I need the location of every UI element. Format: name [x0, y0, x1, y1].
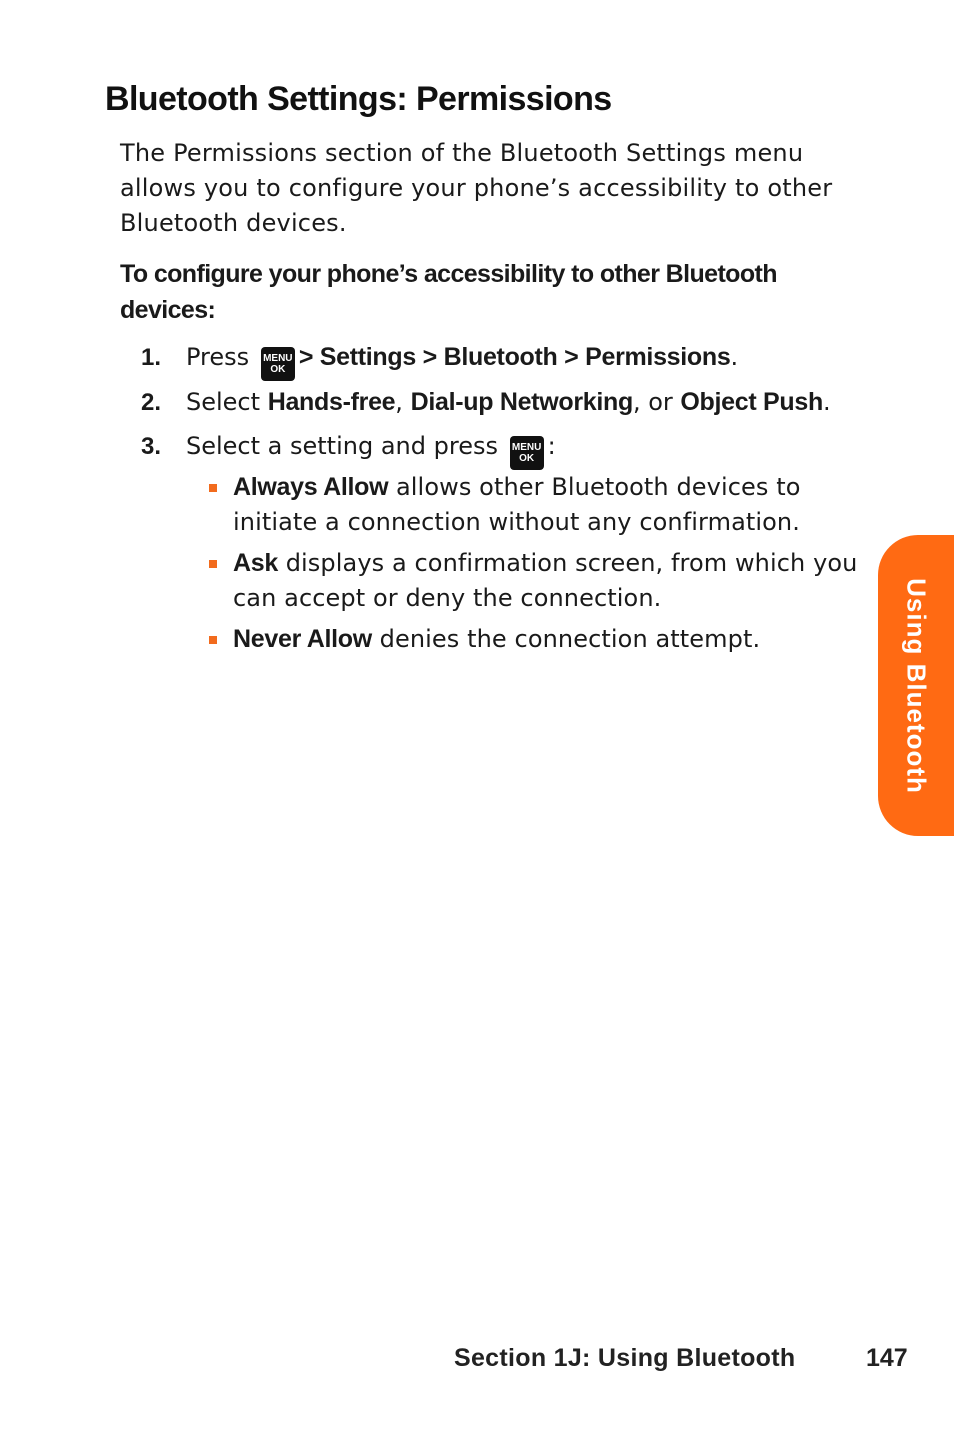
bullet-never-allow	[233, 622, 868, 657]
menu-ok-key-icon: MENU OK	[510, 436, 544, 470]
menu-ok-key-icon: MENU OK	[261, 347, 295, 381]
bullet-term: Never Allow	[233, 625, 372, 653]
footer-section-title: Section 1J: Using Bluetooth	[454, 1344, 796, 1372]
side-tab-label: Using Bluetooth	[901, 577, 932, 794]
step-text: Select	[186, 388, 261, 416]
step-number: 3.	[141, 433, 162, 460]
square-bullet-icon	[209, 560, 217, 568]
step-punctuation: :	[547, 432, 556, 460]
menu-path: > Settings > Bluetooth > Permissions	[298, 343, 731, 371]
option-object-push: Object Push	[680, 388, 823, 416]
bullet-term: Always Allow	[233, 473, 389, 501]
intro-paragraph: The Permissions section of the Bluetooth Settings menu allows you to configure your phone’s accessibility to other Bluetooth devices.	[120, 139, 833, 237]
bullet-term: Ask	[233, 549, 278, 577]
option-hands-free: Hands-free	[267, 388, 396, 416]
step-1	[141, 342, 738, 381]
step-punctuation: .	[730, 343, 739, 371]
option-dial-up-networking: Dial-up Networking	[410, 388, 633, 416]
square-bullet-icon	[209, 636, 217, 644]
bullet-ask	[233, 546, 868, 616]
page-title: Bluetooth Settings: Permissions	[105, 80, 612, 118]
step-3	[141, 431, 556, 470]
bullet-description: displays a confirmation screen, from which you can accept or deny the connection.	[233, 549, 858, 612]
page-number: 147	[866, 1344, 908, 1372]
square-bullet-icon	[209, 484, 217, 492]
bullet-always-allow	[233, 470, 868, 540]
separator: ,	[395, 388, 403, 416]
step-punctuation: .	[822, 388, 831, 416]
step-number: 1.	[141, 344, 162, 371]
step-text: Select a setting and press	[186, 432, 498, 460]
bullet-description: allows other Bluetooth devices to initiate a connection without any confirmation.	[233, 473, 801, 536]
bullet-description: denies the connection attempt.	[379, 625, 761, 653]
separator: , or	[632, 388, 673, 416]
procedure-heading: To configure your phone’s accessibility to other Bluetooth devices:	[120, 260, 777, 324]
step-number: 2.	[141, 389, 162, 416]
section-side-tab	[878, 535, 954, 836]
step-text: Press	[186, 343, 250, 371]
step-2	[141, 387, 831, 418]
